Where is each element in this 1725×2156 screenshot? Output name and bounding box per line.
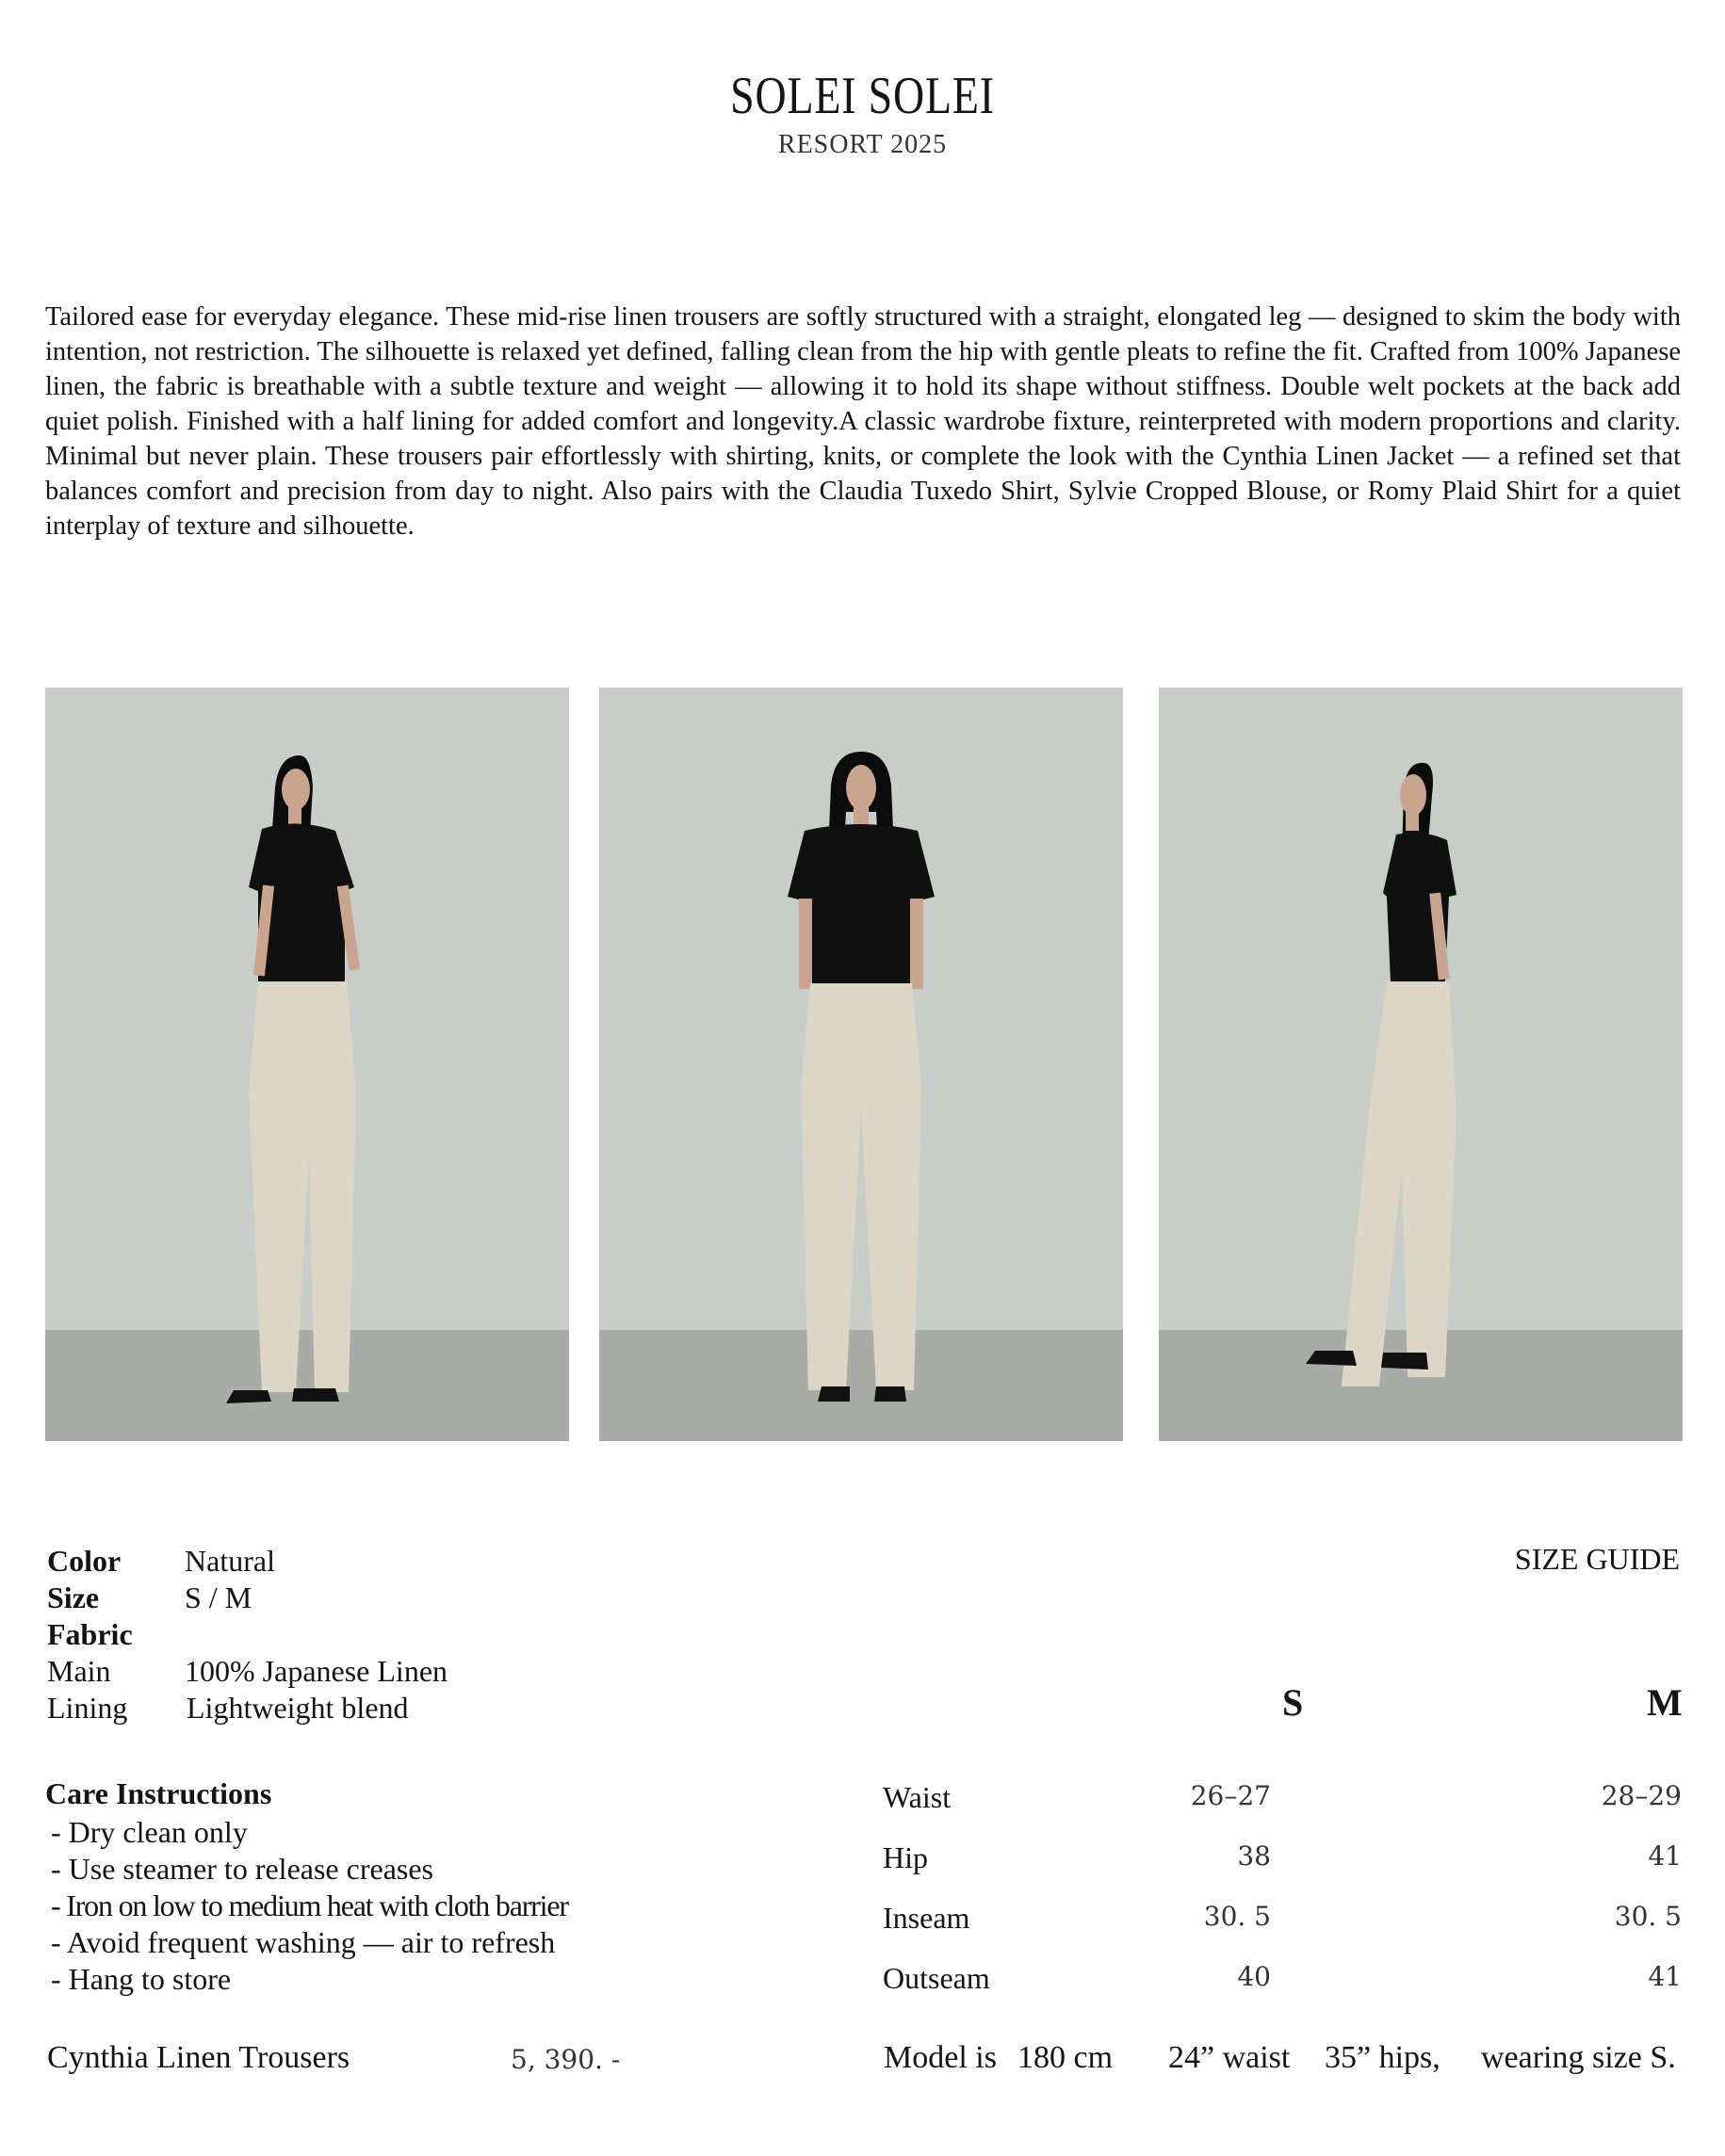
- size-label: Size: [47, 1581, 100, 1614]
- color-label: Color: [47, 1544, 122, 1578]
- color-value: Natural: [185, 1544, 275, 1578]
- main-fabric-label: Main: [47, 1654, 111, 1688]
- size-column-s: S: [1282, 1681, 1304, 1724]
- model-is-label: Model is: [884, 2040, 997, 2075]
- measurement-label: Waist: [883, 1780, 952, 1814]
- size-guide-link[interactable]: SIZE GUIDE: [1514, 1542, 1680, 1576]
- measurement-value-s: 40: [1237, 1961, 1271, 1992]
- brand-logo: SOLEI SOLEI: [730, 67, 995, 125]
- care-item: - Use steamer to release creases: [51, 1852, 433, 1886]
- lining-label: Lining: [47, 1691, 128, 1725]
- product-name: Cynthia Linen Trousers: [47, 2040, 350, 2075]
- product-description: Tailored ease for everyday elegance. These mid-rise linen trousers are softly structured with a straight, elongated leg — designed to skim the body with intention, not restriction. The silhouette is relaxed yet defined, falling clean from the hip with gentle pleats to refine the fit. Crafted from 100% Japanese linen, the fabric is breathable with a subtle texture and weight — allowing it to hold its shape without stiffness. Double welt pockets at the back add quiet polish. Finished with a half lining for added comfort and longevity.A classic wardrobe fixture, reinterpreted with modern proportions and clarity. Minimal but never plain. These trousers pair effortlessly with shirting, knits, or complete the look with the Cynthia Linen Jacket — a refined set that balances comfort and precision from day to night. Also pairs with the Claudia Tuxedo Shirt, Sylvie Cropped Blouse, or Romy Plaid Shirt for a quiet interplay of texture and silhouette.: [45, 302, 1681, 541]
- fabric-label: Fabric: [47, 1617, 133, 1651]
- size-column-m: M: [1647, 1681, 1683, 1724]
- measurement-value-m: 30. 5: [1614, 1901, 1682, 1932]
- measurement-row-outseam: [883, 1961, 1682, 1999]
- collection-season: RESORT 2025: [777, 130, 948, 159]
- product-photo-side: [1159, 688, 1683, 1441]
- care-item: - Avoid frequent washing — air to refresh: [51, 1925, 556, 1959]
- product-photo-three-quarter: [45, 688, 569, 1441]
- care-instructions-list: [51, 1814, 568, 1998]
- care-instructions-title: Care Instructions: [45, 1776, 272, 1810]
- measurement-label: Inseam: [883, 1901, 970, 1935]
- measurement-value-s: 38: [1237, 1840, 1271, 1872]
- measurement-value-s: 30. 5: [1203, 1901, 1271, 1932]
- measurement-value-m: 41: [1648, 1961, 1682, 1992]
- product-photo-front: [599, 688, 1123, 1441]
- main-fabric-value: 100% Japanese Linen: [185, 1654, 448, 1688]
- measurement-value-m: 41: [1648, 1840, 1682, 1872]
- measurement-label: Hip: [883, 1840, 928, 1874]
- measurement-row-hip: [883, 1840, 1682, 1878]
- model-hips: 35” hips,: [1325, 2040, 1440, 2075]
- size-value: S / M: [185, 1581, 252, 1614]
- model-height: 180 cm: [1017, 2040, 1114, 2075]
- product-price: 5, 390. -: [511, 2044, 621, 2075]
- care-item: - Hang to store: [51, 1962, 232, 1996]
- lining-value: Lightweight blend: [187, 1691, 409, 1725]
- measurement-value-m: 28–29: [1601, 1780, 1682, 1811]
- model-wearing-size: wearing size S.: [1481, 2040, 1676, 2075]
- model-waist: 24” waist: [1168, 2040, 1291, 2075]
- measurement-value-s: 26–27: [1190, 1780, 1271, 1811]
- care-item: - Dry clean only: [51, 1815, 248, 1849]
- measurement-label: Outseam: [883, 1961, 990, 1995]
- measurement-row-inseam: [883, 1901, 1682, 1938]
- measurement-row-waist: [883, 1780, 1682, 1818]
- care-item: - Iron on low to medium heat with cloth barrier: [51, 1889, 568, 1922]
